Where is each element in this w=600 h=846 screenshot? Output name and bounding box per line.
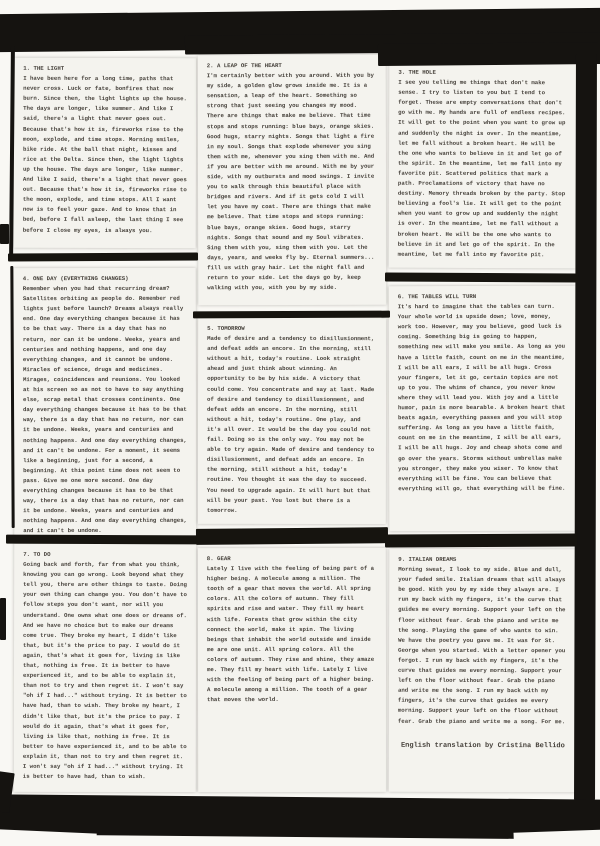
panel-italian-dreams bbox=[389, 549, 577, 792]
section-heading: 4. ONE DAY (EVERYTHING CHANGES) bbox=[22, 274, 129, 283]
scan-corner-bottom-right bbox=[514, 829, 600, 846]
section-heading: 5. TOMORROW bbox=[207, 324, 245, 332]
frame-left-tick bbox=[0, 224, 9, 244]
divider-col2-lower bbox=[196, 527, 388, 545]
section-heading: 6. THE TABLES WILL TURN bbox=[397, 293, 477, 301]
section-body: I have been here for a long time, paths that never cross. Luck or fate, bonfires that now burn. Since then, the light lights up the house. The days are longer, like summer. And like I said, there's a light that never goes out. Because that's how it is, fireworks rise to the moon, explode, and time stops. Morning smiles, bike ride. At the ball that night, kisses and rice at the Delta. Since then, the light lights up the house. The days are longer, like summer. And like I said, there's a light that never goes out. Because that's how it is, fireworks rise to the moon, explode, and time stops. All I want now is to feel your gaze. And to know that in bed, before I fall asleep, the last thing I see before I close my eyes, is always you. bbox=[22, 74, 187, 234]
divider-col3-upper bbox=[385, 272, 578, 282]
panel-the-hole bbox=[389, 62, 577, 269]
divider-col2-upper bbox=[193, 311, 390, 319]
scan-corner-top-right bbox=[552, 0, 600, 6]
section-body: It's hard to imagine that the tables can turn. Your whole world is upside down; love, money, work too. However, may you believe, good luck is coming. Something big is going to happen, something new will make you smile. As long as you have a little faith, count on me in the meantime, I will be all ears, I will be all hugs. Cross your fingers, let it go, certain topics are not up to you. The whims of chance, you never know where they will lead you. With joy and a little humor, pain is more bearable. A broken heart that beats again, everything passes and you will stop suffering. As long as you have a little faith, count on me in the meantime, I will be all ears, I will be all hugs. Joy and cheap shots come and go over the years. Storms without umbrellas make you stronger, they make you wiser. To know that everything will be fine. You can believe that everything will go, that everything will be fine. bbox=[397, 302, 566, 493]
divider-col3-lower bbox=[385, 533, 577, 547]
section-body: Going back and forth, far from what you think, knowing you can go wrong. Look beyond what they tell you, there are other things to taste. Doing your own thing can change you. You don't have to follow steps you don't want, nor will you understand. One owns what one does or dreams of. And we have no choice but to make our dreams come true. They broke my heart, I didn't like that, but it's the price to pay. I would do it again, that's what it goes for, living is like that, nothing is free. It is better to have experienced it, and to be able to explain it, than not to try and then regret it. I won't say "oh if I had..." without trying. It is better to have had, than to wish. They broke my heart, I didn't like that, but it's the price to pay. I would do it again, that's what it goes for, living is like that, nothing is free. It is better to have experienced it, and to be able to explain it, than not to try and then regret it. I won't say "oh if I had..." without trying. It is better to have had, than to wish. bbox=[22, 560, 187, 781]
section-body: I'm certainly better with you around. With you by my side, a golden glow grows inside me. It is a sensation, a leap of the heart. Something so strong that just seeing you changes my mood. There are things that make me believe. That time stops and stops running: blue bays, orange skies. Good hugs, starry nights. Songs that light a fire in my soul. Songs that explode whenever you sing them with me, whenever you sing them with me. And if you are better with me around. With me by your side, with my outbursts and mood swings. I invite you to walk through this beautiful place with bridges and rivers. And if it gets cold I will let you have my coat. There are things that make me believe. That time stops and stops running: blue bays, orange skies. Good hugs, starry nights. Songs that sound and my Soul vibrates. Sing them with you, sing them with you. Let the days, years, and weeks fly by. Eternal summers... fill us with gray hair. Let the night fall and return to your side. Let the days go by, keep walking with you, with you by my side. bbox=[206, 71, 375, 292]
panel-gear bbox=[198, 548, 386, 792]
frame-left-mark bbox=[0, 598, 6, 640]
section-body: I see you telling me things that don't make sense. I try to listen to you but I tend to forget. These are empty conversations that don't go with me. My hands are full of endless recipes. It will get to the point when you want to grow up and suddenly the night is over. In the meantime, let me fall without a broken heart. He will be the one who wants to believe in it and let go of the spirit. In the meantime, let me fall into my favorite pit. Scattered politics that mark a path. Proclamations of victory that have no destiny. Memory threads broken by the party. Stop believing a fool's lie. It will get to the point when you want to grow up and suddenly the night is over. In the meantime, let me fall without a broken heart. He will be the one who wants to believe in it and let go of the spirit. In the meantime, let me fall into my favorite pit. bbox=[397, 78, 566, 258]
panel-the-light bbox=[14, 58, 196, 248]
section-heading: 8. GEAR bbox=[206, 555, 231, 563]
frame-right-bar bbox=[574, 54, 597, 800]
section-heading: 9. ITALIAN DREAMS bbox=[398, 555, 457, 563]
panel-a-leap-of-the-heart bbox=[198, 55, 387, 305]
section-heading: 7. TO DO bbox=[23, 550, 51, 558]
section-body: Morning sweat, I look to my side. Blue and dull, your faded smile. Italian dreams that will always be good. With you by my side they always are. I run my back with my fingers, it's the curve that guides me every morning. Support your left on the floor without fear. Grab the piano and write me the song. Playing the game of who wants to win. We have the poetry you gave me. It was for St. George when you started. With a letter opener you forgot. I run my back with my fingers, it's the curve that guides me every morning. Support your left on the floor without fear. Grab the piano and write me the song. I run my back with my fingers, it's the curve that guides me every morning. Support your left on the floor without fear. Grab the piano and write me a song. For me. bbox=[397, 565, 566, 725]
panel-one-day bbox=[14, 268, 196, 545]
panel-the-tables-will-turn bbox=[389, 286, 577, 531]
panel-to-do bbox=[14, 544, 196, 792]
section-body: Lately I live with the feeling of being part of a higher being. A molecule among a million. The tooth of a gear that moves the world. All spring colors. All the colors of autumn. They fill spirits and rise and water. They fill my heart with life. Forests that grow within the city connect the world, make it spin. The living beings that inhabit the world outside and inside me are one unit. All spring colors. All the colors of autumn. They rise and shine, they amaze me. They fill my heart with life. Lately I live with the feeling of being part of a higher being. A molecule among a million. The tooth of a gear that moves the world. bbox=[206, 564, 375, 704]
divider-col1-upper bbox=[8, 253, 198, 262]
section-heading: 1. THE LIGHT bbox=[23, 64, 65, 72]
frame-top-bar-right-2 bbox=[378, 42, 600, 66]
section-heading: 2. A LEAP OF THE HEART bbox=[206, 62, 282, 70]
divider-col1-lower bbox=[6, 535, 202, 545]
translation-credit: English translation by Cristina Bellido bbox=[400, 741, 565, 750]
panel-tomorrow bbox=[198, 318, 386, 524]
section-body: Remember when you had that recurring dream? Satellites orbiting as people do. Remember red lights just before launch? Dreams always really end. One day everything changes because it has to be that way. There is a day that has no return, nor can it be undone. Weeks, years and centuries and nothing happens, and one day everything changes, and it cannot be undone. Miracles of science, drugs and medicines. Mirages, coincidences and reunions. You looked at his screen so as not to have to say anything else, scrap metal that crosses continents. One day everything changes because it has to be that way, there is a day that has no return, nor can it be undone. Weeks, years and centuries and nothing happens. And one day everything changes, and it can't be undone. For a moment, it seems like a beginning, just for a second, a beginning. At this point time does not seem to pass. Give me one more second. One day everything changes because it has to be that way, there is a day that has no return, nor can it be undone. Weeks, years and centuries and nothing happens. And one day everything changes, and it can't be undone. bbox=[22, 284, 188, 535]
section-heading: 3. THE HOLE bbox=[398, 68, 436, 76]
section-body: Made of desire and a tendency to disillusionment, and defeat adds an encore. In the morning, still without a hit, today's routine. Look straight ahead and just think about winning. An opportunity to be by his side. A victory that could come. You concentrate and say at last. Made of desire and tendency to disillusionment, and defeat adds an encore. In the morning, still without a hit, today's routine. One play, and it's all over. It would be the day you could not fail. Doing so is the only way. You may not be able to try again. Made of desire and tendency to disillusionment, and defeat adds an encore. In the morning, still without a hit, today's routine. You thought it was the day to succeed. You need to upgrade again. It will hurt but that will be your past. You lost but there is a tomorrow. bbox=[206, 334, 375, 514]
